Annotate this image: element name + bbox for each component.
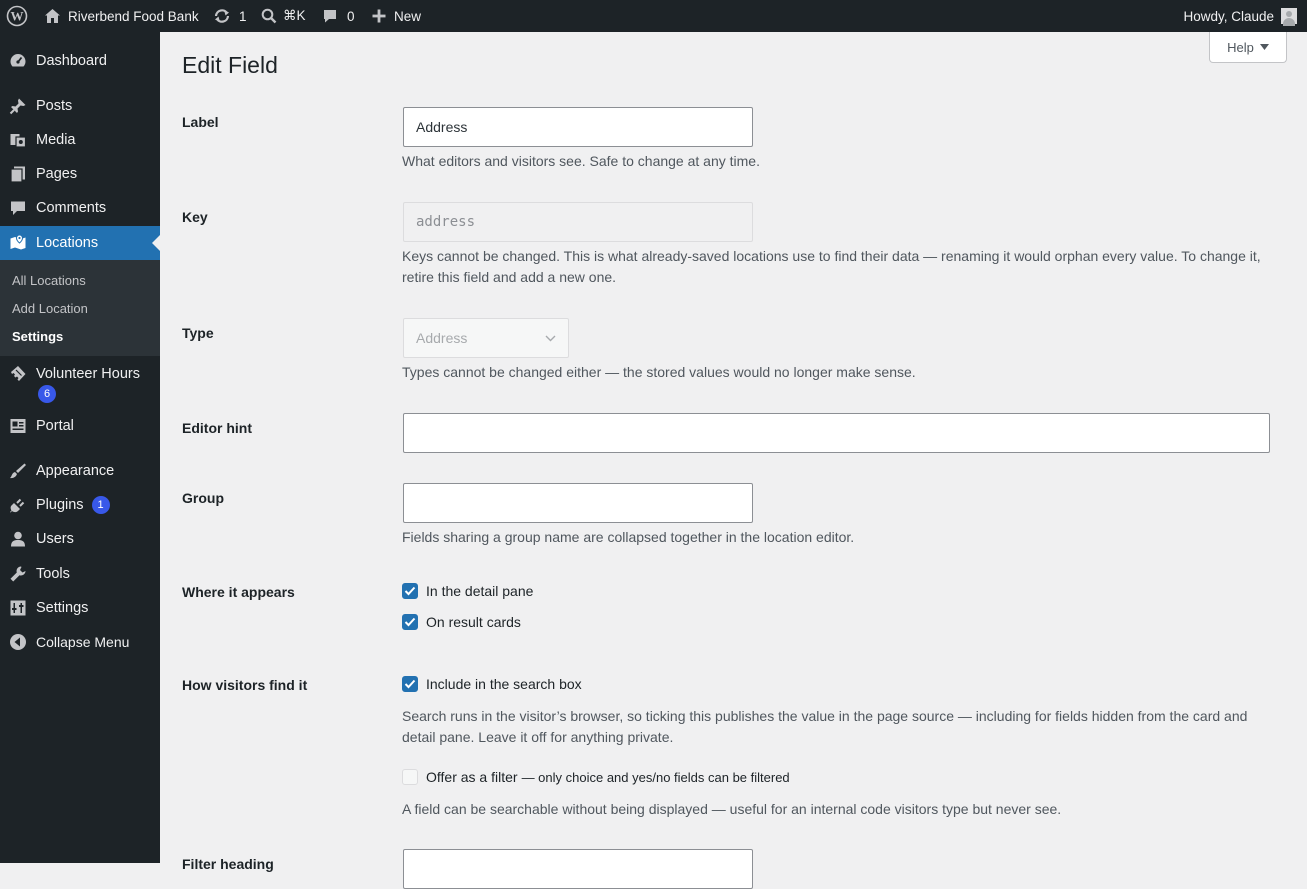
menu-label-wrap xyxy=(36,496,110,514)
detail-pane-option[interactable] xyxy=(402,583,533,599)
comments-count: 0 xyxy=(347,8,355,24)
detail-pane-label: In the detail pane xyxy=(426,583,534,599)
menu-users[interactable] xyxy=(0,522,160,556)
menu-plugins[interactable] xyxy=(0,488,160,522)
menu-comments[interactable] xyxy=(0,191,160,225)
pin-icon xyxy=(9,97,27,115)
where-appears-label: Where it appears xyxy=(182,584,295,600)
comments-icon xyxy=(9,199,27,217)
wordpress-logo-icon[interactable] xyxy=(6,0,28,32)
user-greeting: Howdy, Claude xyxy=(1183,8,1274,24)
group-field-label: Group xyxy=(182,490,224,506)
filter-heading-label: Filter heading xyxy=(182,856,274,872)
comments-link[interactable] xyxy=(322,0,355,32)
menu-label: Comments xyxy=(36,200,107,216)
settings-icon xyxy=(9,599,27,617)
key-description: Keys cannot be changed. This is what already-saved locations use to find their data — renaming it would orphan every value. To change it, retire this field and add a new one. xyxy=(402,248,1261,285)
pages-icon xyxy=(9,165,27,183)
menu-label: Appearance xyxy=(36,463,115,479)
search-description: Search runs in the visitor’s browser, so ticking this publishes the value in the page source — including for fields hidden from the card and detail pane. Leave it off for anything private. xyxy=(402,708,1248,745)
search-box-label: Include in the search box xyxy=(426,676,582,692)
checkmark-icon xyxy=(404,617,416,627)
plugins-count-badge: 1 xyxy=(92,496,110,514)
collapse-icon xyxy=(9,633,27,651)
filter-option[interactable] xyxy=(402,769,790,785)
type-field-label: Type xyxy=(182,325,214,341)
menu-portal[interactable] xyxy=(0,409,160,443)
menu-dashboard[interactable] xyxy=(0,44,160,78)
label-input-value: Address xyxy=(416,119,468,135)
avatar xyxy=(1281,8,1297,24)
updates-link[interactable] xyxy=(213,0,247,32)
menu-label: Pages xyxy=(36,166,78,182)
type-select xyxy=(403,318,569,358)
main-content xyxy=(160,32,1307,872)
page-title: Edit Field xyxy=(182,52,278,78)
map-icon xyxy=(9,234,27,252)
tickets-icon xyxy=(9,365,27,383)
filter-heading-input[interactable] xyxy=(403,849,753,889)
submenu-all-locations[interactable]: All Locations xyxy=(12,273,86,288)
key-input-value: address xyxy=(416,214,476,230)
menu-label: Collapse Menu xyxy=(36,634,130,650)
label-description: What editors and visitors see. Safe to change at any time. xyxy=(402,153,760,169)
result-cards-label: On result cards xyxy=(426,614,521,630)
menu-pages[interactable] xyxy=(0,157,160,191)
key-input xyxy=(403,202,753,242)
menu-posts[interactable] xyxy=(0,89,160,123)
admin-bar xyxy=(0,0,1307,32)
filter-label: Offer as a filter xyxy=(426,769,518,785)
type-description: Types cannot be changed either — the stored values would no longer make sense. xyxy=(402,364,916,380)
search-box-option[interactable] xyxy=(402,676,582,692)
volunteer-hours-count-badge: 6 xyxy=(38,385,56,403)
menu-label: Plugins xyxy=(36,497,84,513)
menu-media[interactable] xyxy=(0,123,160,157)
home-icon xyxy=(44,8,61,24)
menu-label: Posts xyxy=(36,98,73,114)
label-input[interactable] xyxy=(403,107,753,147)
dashboard-icon xyxy=(9,52,27,70)
brush-icon xyxy=(9,462,27,480)
media-icon xyxy=(9,131,27,149)
search-shortcut: ⌘K xyxy=(283,8,306,23)
updates-icon xyxy=(213,8,231,24)
locations-submenu xyxy=(0,260,160,356)
menu-label: Tools xyxy=(36,566,70,582)
site-name-link[interactable] xyxy=(44,0,199,32)
wrench-icon xyxy=(9,565,27,583)
caret-down-icon xyxy=(1260,44,1269,50)
submenu-add-location[interactable]: Add Location xyxy=(12,301,88,316)
editor-hint-field-label: Editor hint xyxy=(182,420,252,436)
menu-volunteer-hours[interactable] xyxy=(0,363,160,403)
menu-label: Volunteer Hours xyxy=(36,366,140,382)
chevron-down-icon xyxy=(545,335,556,342)
menu-label: Settings xyxy=(36,600,89,616)
menu-label: Portal xyxy=(36,418,74,434)
menu-label: Dashboard xyxy=(36,53,107,69)
how-find-label: How visitors find it xyxy=(182,677,308,693)
type-select-value: Address xyxy=(416,330,468,346)
menu-appearance[interactable] xyxy=(0,454,160,488)
filter-description: A field can be searchable without being displayed — useful for an internal code visitors type but never see. xyxy=(402,801,1062,817)
menu-label: Users xyxy=(36,531,74,547)
menu-label: Locations xyxy=(36,235,99,251)
id-card-icon xyxy=(9,417,27,435)
checkmark-icon xyxy=(404,679,416,689)
help-label: Help xyxy=(1227,39,1254,55)
plugin-icon xyxy=(9,496,27,514)
group-input[interactable] xyxy=(403,483,753,523)
plus-icon xyxy=(372,9,386,23)
menu-tools[interactable] xyxy=(0,557,160,591)
search-box-checkbox[interactable] xyxy=(402,676,418,692)
search-icon xyxy=(261,8,277,24)
filter-checkbox[interactable] xyxy=(402,769,418,785)
result-cards-option[interactable] xyxy=(402,614,521,630)
updates-count: 1 xyxy=(239,8,247,24)
new-content-link[interactable] xyxy=(372,0,421,32)
new-label: New xyxy=(394,8,422,24)
admin-sidebar xyxy=(0,32,160,863)
site-name: Riverbend Food Bank xyxy=(68,8,199,24)
my-account-link[interactable] xyxy=(1183,0,1297,32)
group-description: Fields sharing a group name are collapsed together in the location editor. xyxy=(402,529,855,545)
label-field-label: Label xyxy=(182,114,219,130)
comment-icon xyxy=(322,8,338,24)
result-cards-checkbox[interactable] xyxy=(402,614,418,630)
checkmark-icon xyxy=(404,586,416,596)
menu-settings[interactable] xyxy=(0,591,160,625)
detail-pane-checkbox[interactable] xyxy=(402,583,418,599)
collapse-menu-button[interactable] xyxy=(0,625,160,659)
filter-note: — only choice and yes/no fields can be filtered xyxy=(521,769,790,785)
menu-label: Media xyxy=(36,132,76,148)
help-button[interactable] xyxy=(1209,32,1287,63)
submenu-settings[interactable]: Settings xyxy=(12,329,64,344)
command-search-link[interactable] xyxy=(261,0,306,32)
editor-hint-input[interactable] xyxy=(403,413,1270,453)
key-field-label: Key xyxy=(182,209,208,225)
menu-locations[interactable] xyxy=(0,226,160,260)
user-icon xyxy=(9,530,27,548)
svg-text:W: W xyxy=(10,8,24,24)
